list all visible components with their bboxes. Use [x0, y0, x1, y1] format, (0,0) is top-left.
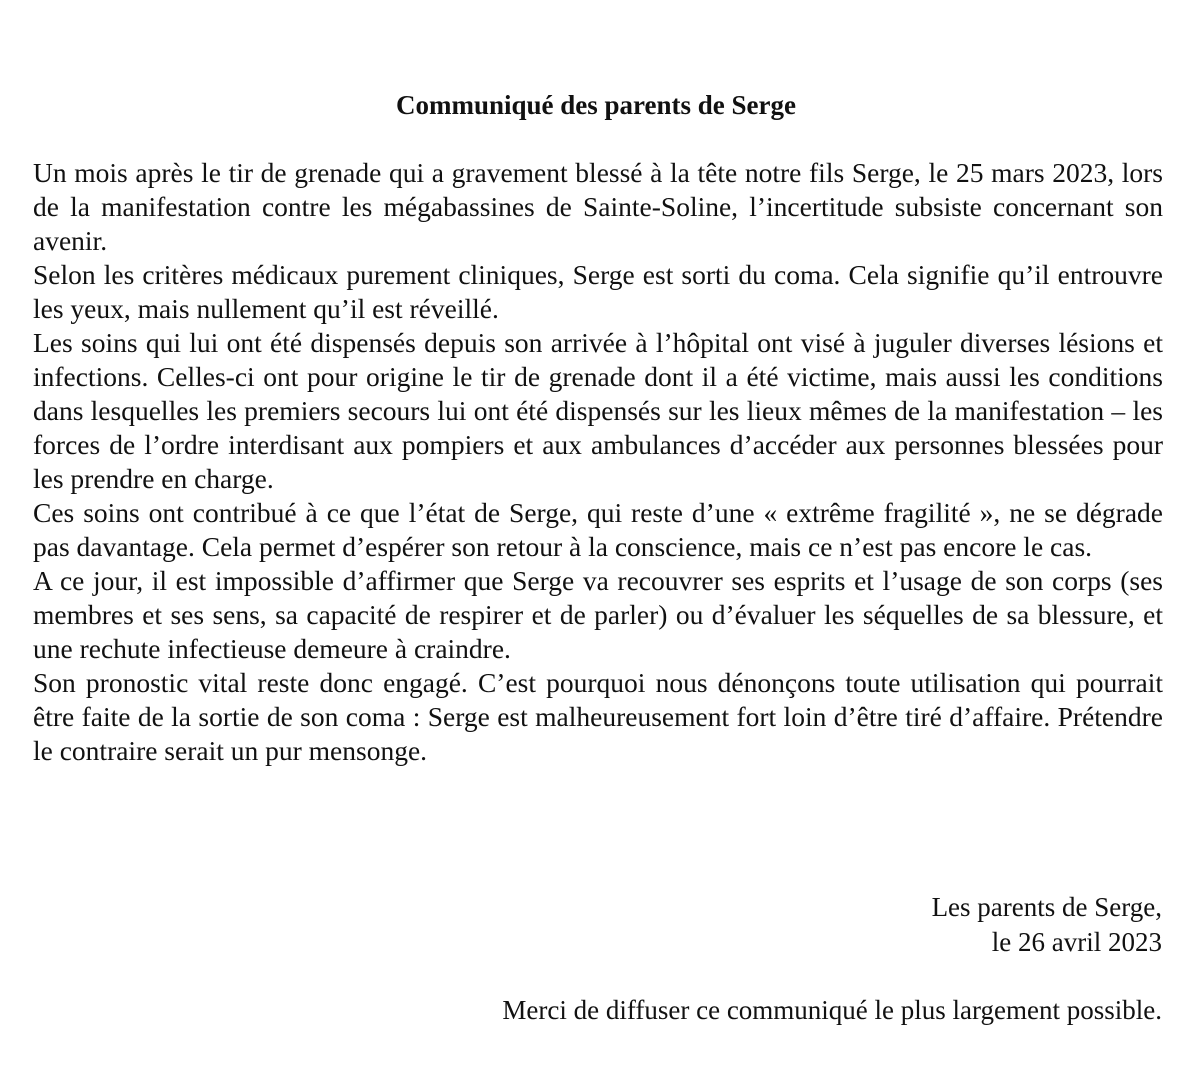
- paragraph-5: A ce jour, il est impossible d’affirmer que Serge va recouvrer ses esprits et l’usage de son corps (ses membres et ses sens, sa capacité de respirer et de parler) ou d’évaluer les séquelles de sa blessure, et une rechute infectieuse demeure à craindre.: [33, 565, 1163, 664]
- paragraph-2: Selon les critères médicaux purement cliniques, Serge est sorti du coma. Cela signifie qu’il entrouvre les yeux, mais nullement qu’il est réveillé.: [33, 259, 1163, 324]
- paragraph-1: Un mois après le tir de grenade qui a gravement blessé à la tête notre fils Serge, le 25 mars 2023, lors de la manifestation contre les mégabassines de Sainte-Soline, l’incertitude subsiste concernant son avenir.: [33, 157, 1163, 256]
- signature-block: [932, 890, 1162, 960]
- paragraph-6: Son pronostic vital reste donc engagé. C’est pourquoi nous dénonçons toute utilisation qui pourrait être faite de la sortie de son coma : Serge est malheureusement fort loin d’être tiré d’affaire. Prétendre le contraire serait un pur mensonge.: [33, 667, 1163, 766]
- paragraph-3: Les soins qui lui ont été dispensés depuis son arrivée à l’hôpital ont visé à juguler diverses lésions et infections. Celles-ci ont pour origine le tir de grenade dont il a été victime, mais aussi les conditions dans lesquelles les premiers secours lui ont été dispensés sur les lieux mêmes de la manifestation – les forces de l’ordre interdisant aux pompiers et aux ambulances d’accéder aux personnes blessées pour les prendre en charge.: [33, 327, 1163, 494]
- paragraph-4: Ces soins ont contribué à ce que l’état de Serge, qui reste d’une « extrême fragilité », ne se dégrade pas davantage. Cela permet d’espérer son retour à la conscience, mais ce n’est pas encore le cas.: [33, 497, 1163, 562]
- closing-note: Merci de diffuser ce communiqué le plus largement possible.: [502, 995, 1162, 1025]
- document-title: Communiqué des parents de Serge: [395, 90, 797, 120]
- signature-name: Les parents de Serge,: [931, 892, 1162, 922]
- document-body: [33, 156, 1163, 768]
- signature-date: le 26 avril 2023: [991, 927, 1162, 957]
